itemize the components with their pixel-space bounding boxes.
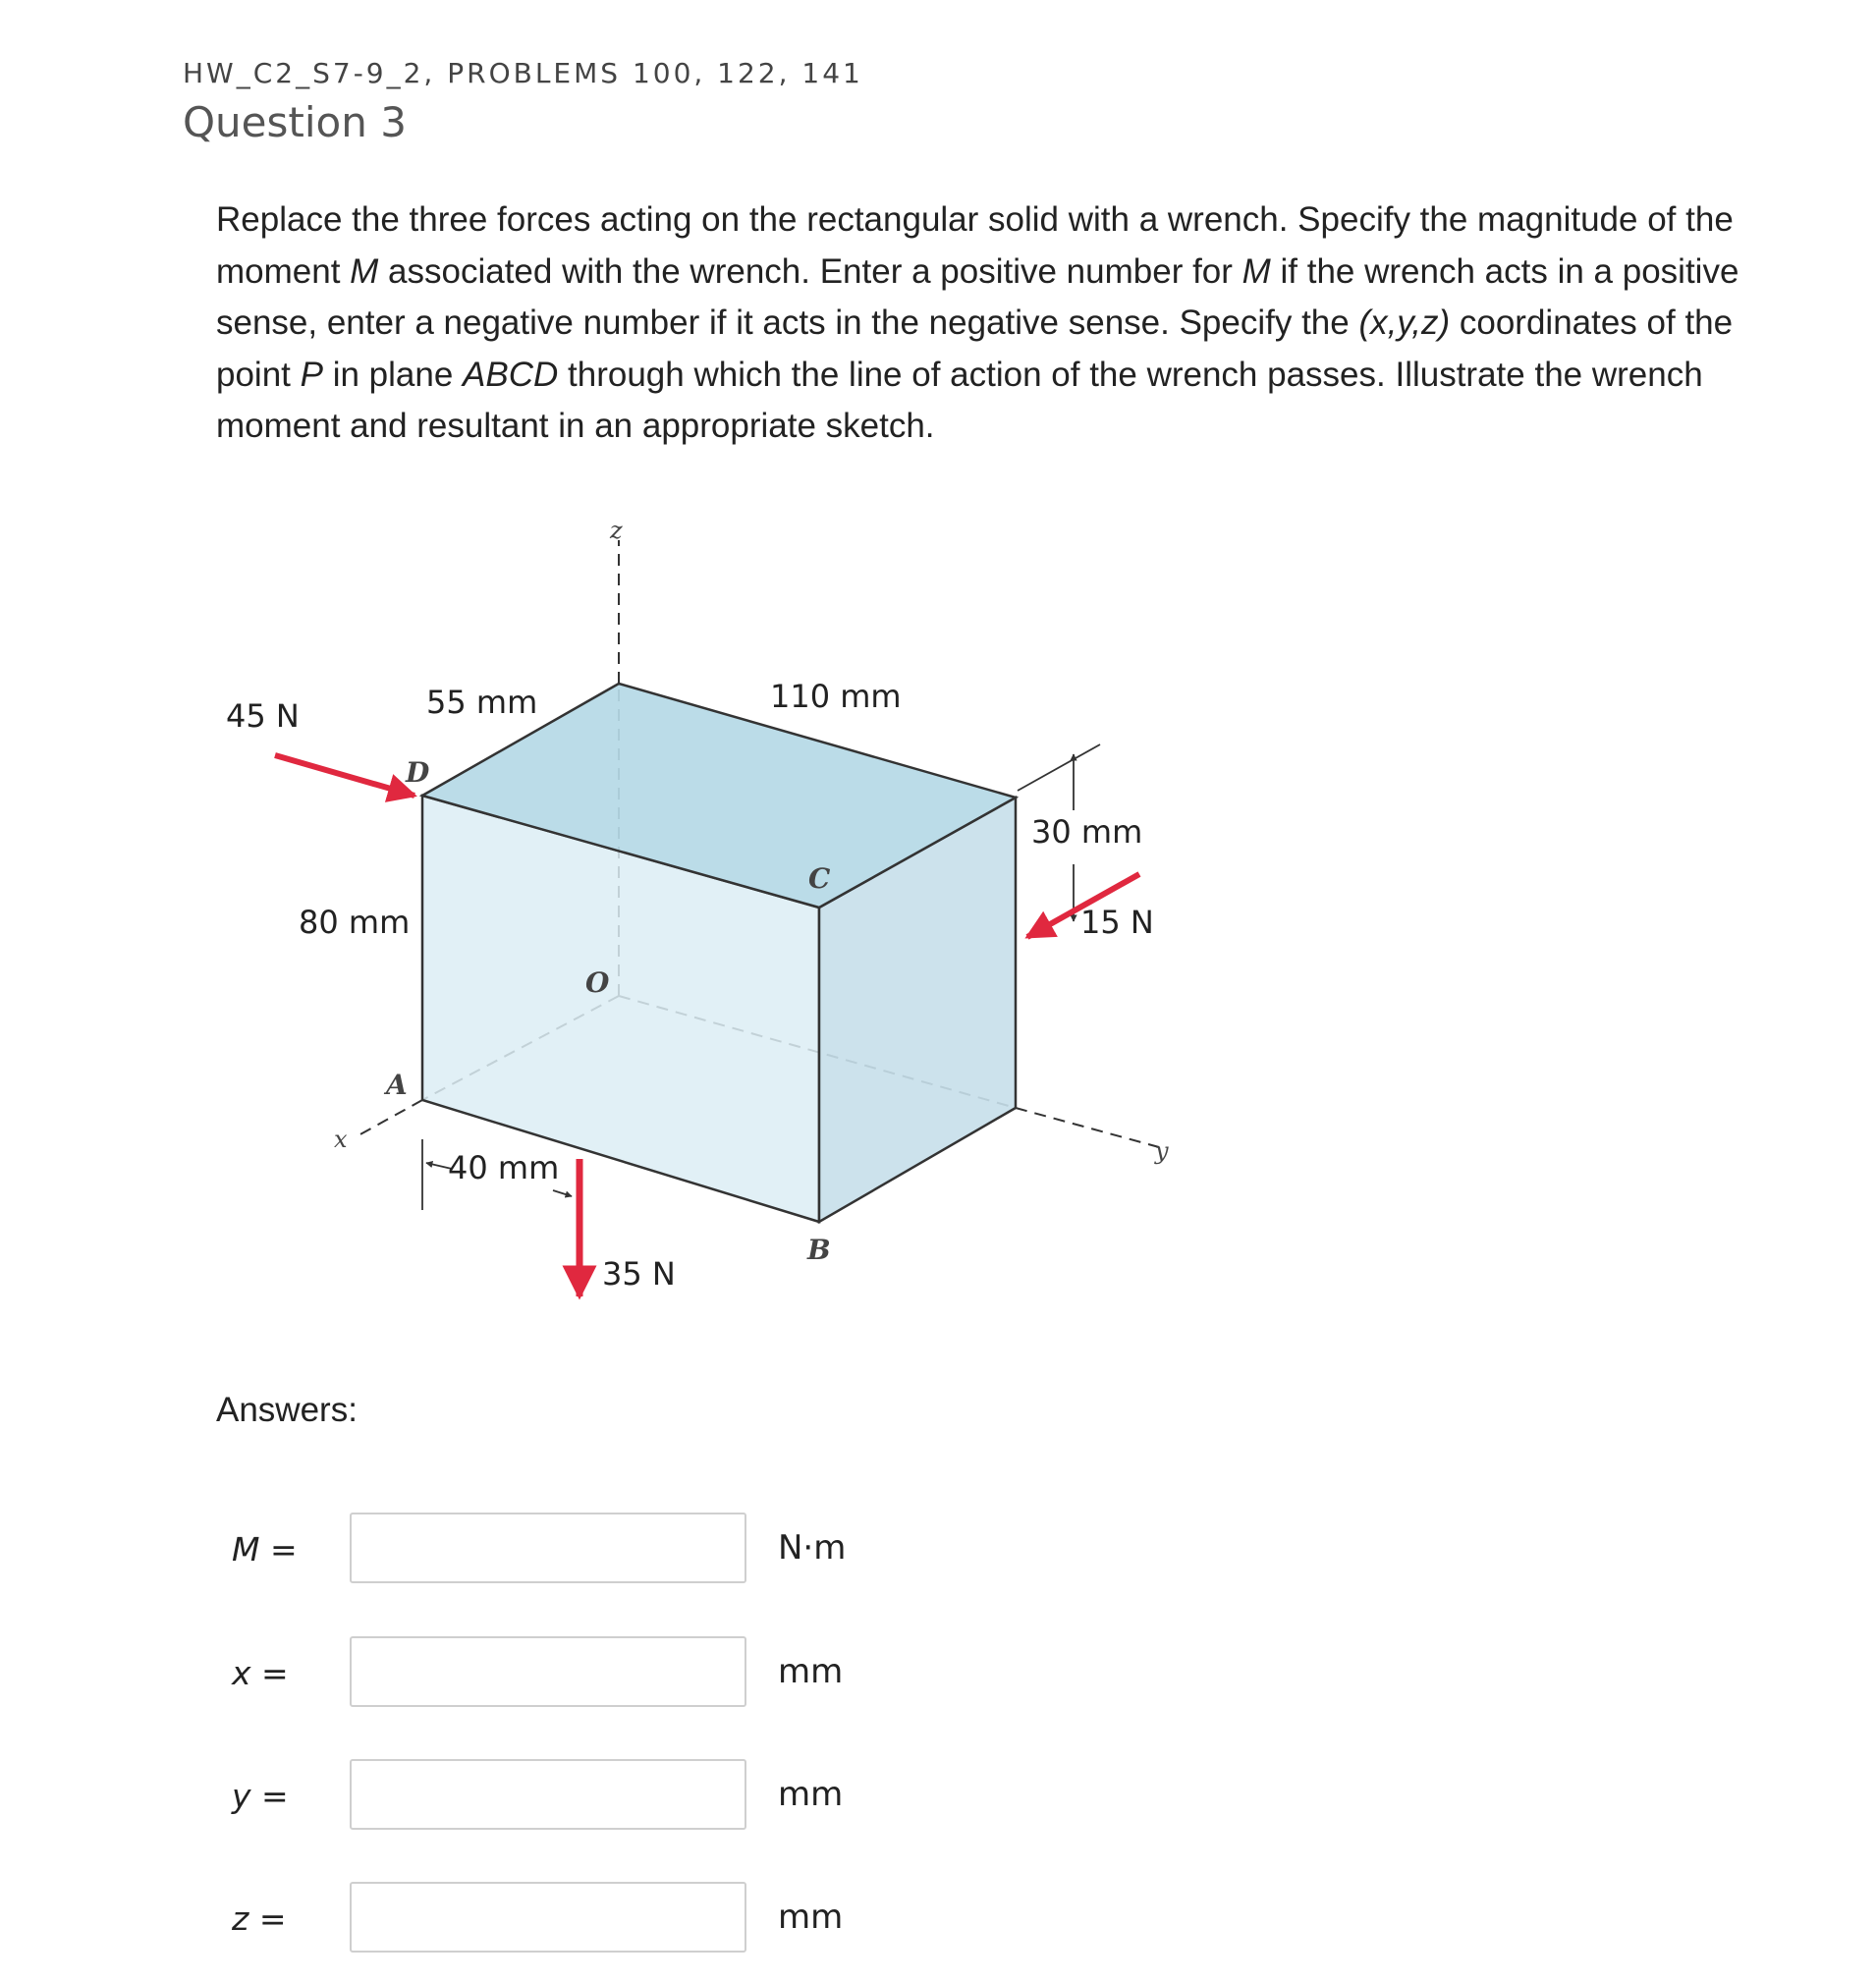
answer-unit-m: N·m [778,1528,847,1568]
force-35n-label: 35 N [602,1255,676,1293]
force-45n-label: 45 N [226,697,300,735]
dim-30mm-label: 30 mm [1031,813,1143,851]
answer-row-y [232,1759,978,1838]
prompt-var-m: M [350,251,379,291]
point-b-label: B [807,1234,831,1266]
z-axis-label: z [610,517,623,544]
answer-input-y[interactable] [350,1759,746,1830]
answer-label-x: x = [232,1654,289,1692]
prompt-text-1: Replace the three forces acting on the rectangular solid with a wrench. Specify the magnitude of the moment [216,200,1734,291]
point-o-label: O [585,966,610,999]
dim-80mm-label: 80 mm [299,904,411,941]
prompt-text-2: associated with the wrench. Enter a positive number for [378,251,1242,291]
prompt-var-xyz: (x,y,z) [1358,303,1451,342]
prompt-var-p: P [300,355,323,394]
answer-row-z [232,1882,978,1960]
point-d-label: D [406,756,430,789]
assignment-title: HW_C2_S7-9_2, PROBLEMS 100, 122, 141 [183,57,863,89]
x-axis-label: x [334,1126,348,1153]
prompt-text-6: through which the line of action of the wrench passes. Illustrate the wrench moment and resultant in an appropriate sketch. [216,355,1703,445]
y-axis-label: y [1155,1137,1169,1165]
answer-unit-y: mm [778,1775,844,1814]
dim-40mm-label: 40 mm [448,1149,560,1186]
answers-label: Answers: [216,1391,358,1429]
answer-input-m[interactable] [350,1513,746,1583]
answer-label-m: M = [232,1530,298,1569]
x-axis [359,1100,422,1135]
point-a-label: A [386,1069,408,1101]
prompt-text-5: in plane [322,355,464,394]
answer-label-z: z = [232,1899,287,1938]
rectangular-solid-figure [196,511,1179,1316]
prompt-var-m-2: M [1241,251,1271,291]
answer-row-x [232,1636,978,1715]
prompt-var-abcd: ABCD [463,355,559,394]
prompt-text-4: coordinates of the point [216,303,1734,394]
point-c-label: C [808,862,831,895]
y-axis [1016,1108,1159,1147]
force-15n-label: 15 N [1080,904,1154,941]
dim-55mm-label: 55 mm [426,684,538,721]
question-prompt [216,194,1748,453]
prompt-text-3: if the wrench acts in a positive sense, enter a negative number if it acts in the negative sense. Specify the [216,251,1739,342]
question-title: Question 3 [183,98,407,146]
answer-input-z[interactable] [350,1882,746,1953]
dim-110mm-label: 110 mm [770,678,902,715]
answer-row-m [232,1513,978,1591]
answer-unit-x: mm [778,1652,844,1691]
answer-input-x[interactable] [350,1636,746,1707]
answer-unit-z: mm [778,1898,844,1937]
force-45n-arrow [275,755,414,796]
answer-label-y: y = [232,1777,289,1815]
